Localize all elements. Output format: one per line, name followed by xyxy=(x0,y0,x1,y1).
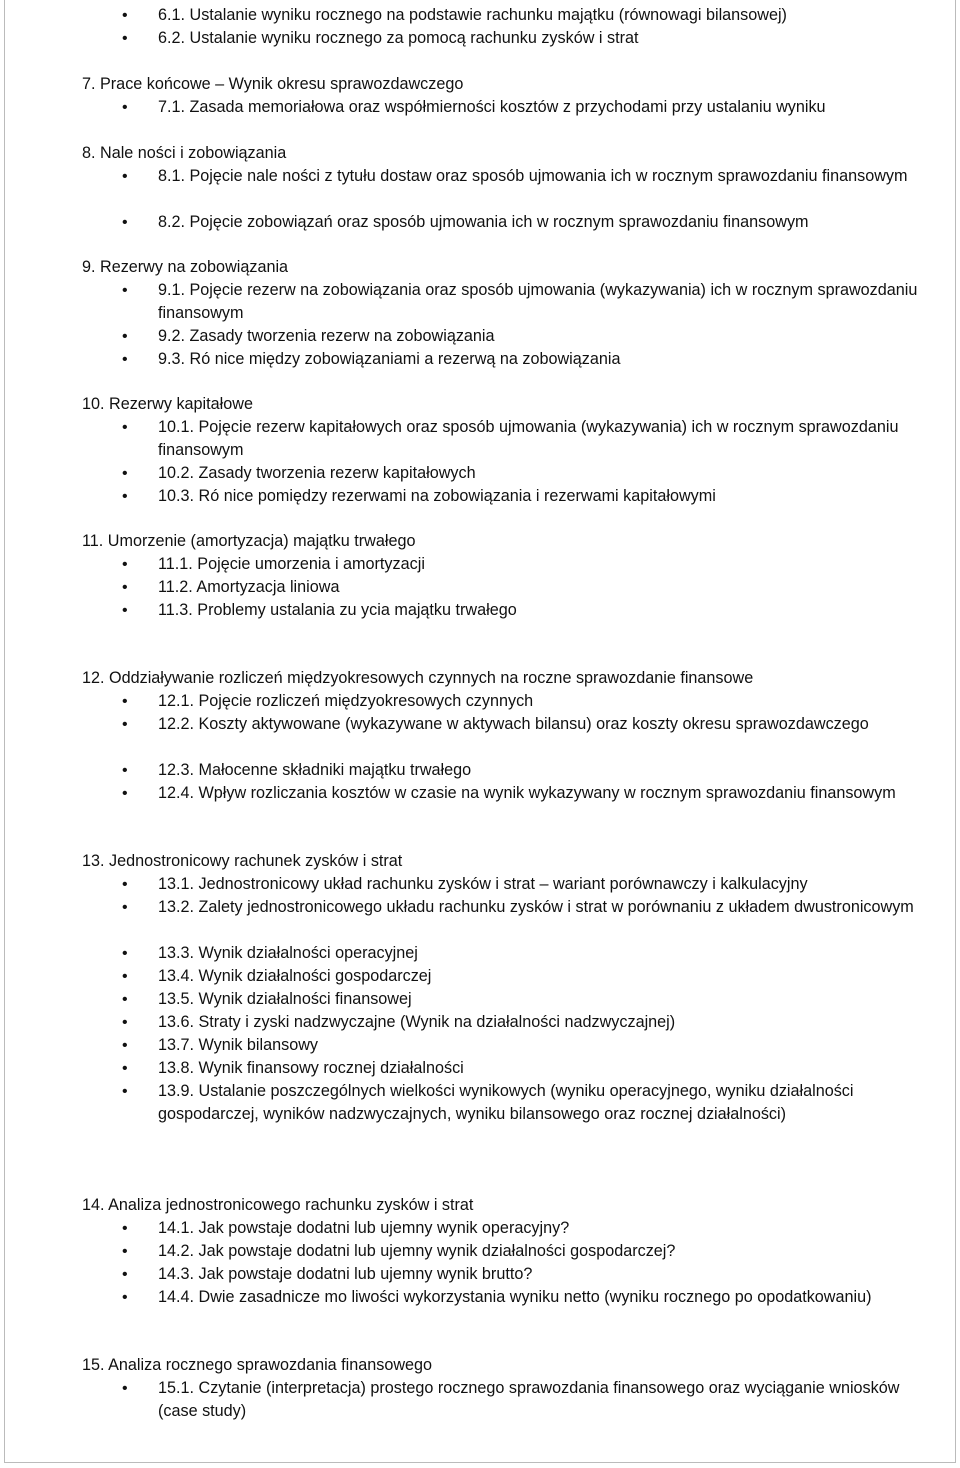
list-item-text: 12.4. Wpływ rozliczania kosztów w czasie na wynik wykazywany w rocznym sprawozdaniu finansowym xyxy=(158,784,896,802)
list-item xyxy=(122,348,928,371)
bullet-icon: • xyxy=(122,1266,128,1283)
list-item xyxy=(122,896,928,919)
bullet-icon: • xyxy=(122,991,128,1008)
list-item xyxy=(122,759,928,782)
list-item xyxy=(122,873,928,896)
bullet-icon: • xyxy=(122,30,128,47)
list-item-text: 15.1. Czytanie (interpretacja) prostego rocznego sprawozdania finansowego oraz wyciąganie wniosków (case study) xyxy=(158,1379,900,1420)
bullet-icon: • xyxy=(122,602,128,619)
bullet-icon: • xyxy=(122,282,128,299)
bullet-icon: • xyxy=(122,1083,128,1100)
list-item xyxy=(122,1011,928,1034)
list-item xyxy=(122,576,928,599)
list-item-text: 9.1. Pojęcie rezerw na zobowiązania oraz sposób ujmowania (wykazywania) ich w rocznym sprawozdaniu finansowym xyxy=(158,281,918,322)
list-item xyxy=(122,965,928,988)
section-heading: 15. Analiza rocznego sprawozdania finansowego xyxy=(82,1356,433,1374)
section-heading: 12. Oddziaływanie rozliczeń międzyokresowych czynnych na roczne sprawozdanie finansowe xyxy=(82,669,754,687)
list-item xyxy=(122,1240,928,1263)
list-item xyxy=(122,1057,928,1080)
list-item-text: 12.1. Pojęcie rozliczeń międzyokresowych czynnych xyxy=(158,692,534,710)
list-item-text: 11.1. Pojęcie umorzenia i amortyzacji xyxy=(158,555,425,573)
list-item xyxy=(122,325,928,348)
list-item xyxy=(122,96,928,119)
list-item-text: 13.2. Zalety jednostronicowego układu rachunku zysków i strat w porównaniu z układem dwustronicowym xyxy=(158,898,914,916)
list-item xyxy=(122,713,928,736)
bullet-icon: • xyxy=(122,1289,128,1306)
list-item-text: 8.1. Pojęcie nale ności z tytułu dostaw oraz sposób ujmowania ich w rocznym sprawozdaniu finansowym xyxy=(158,167,908,185)
list-item-text: 13.5. Wynik działalności finansowej xyxy=(158,990,412,1008)
list-item-text: 13.3. Wynik działalności operacyjnej xyxy=(158,944,418,962)
list-item-text: 9.2. Zasady tworzenia rezerw na zobowiązania xyxy=(158,327,495,345)
list-item-text: 8.2. Pojęcie zobowiązań oraz sposób ujmowania ich w rocznym sprawozdaniu finansowym xyxy=(158,213,809,231)
bullet-icon: • xyxy=(122,968,128,985)
list-item xyxy=(122,485,928,508)
bullet-icon: • xyxy=(122,214,128,231)
bullet-icon: • xyxy=(122,556,128,573)
list-item-text: 13.1. Jednostronicowy układ rachunku zysków i strat – wariant porównawczy i kalkulacyjny xyxy=(158,875,808,893)
bullet-icon: • xyxy=(122,945,128,962)
list-item xyxy=(122,27,928,50)
list-item-text: 11.2. Amortyzacja liniowa xyxy=(158,578,340,596)
list-item xyxy=(122,599,928,622)
section-heading: 14. Analiza jednostronicowego rachunku zysków i strat xyxy=(82,1196,474,1214)
bullet-icon: • xyxy=(122,328,128,345)
bullet-icon: • xyxy=(122,1037,128,1054)
list-item-text: 10.1. Pojęcie rezerw kapitałowych oraz sposób ujmowania (wykazywania) ich w rocznym sprawozdaniu finansowym xyxy=(158,418,899,459)
list-item-text: 14.2. Jak powstaje dodatni lub ujemny wynik działalności gospodarczej? xyxy=(158,1242,676,1260)
list-item xyxy=(122,279,928,325)
bullet-icon: • xyxy=(122,1060,128,1077)
list-item-text: 6.1. Ustalanie wyniku rocznego na podstawie rachunku majątku (równowagi bilansowej) xyxy=(158,6,787,24)
bullet-icon: • xyxy=(122,99,128,116)
list-item-text: 12.3. Małocenne składniki majątku trwałego xyxy=(158,761,472,779)
list-item-text: 13.8. Wynik finansowy rocznej działalności xyxy=(158,1059,464,1077)
list-item-text: 11.3. Problemy ustalania zu ycia majątku trwałego xyxy=(158,601,517,619)
section-heading: 10. Rezerwy kapitałowe xyxy=(82,395,253,413)
bullet-icon: • xyxy=(122,1220,128,1237)
list-item-text: 13.4. Wynik działalności gospodarczej xyxy=(158,967,432,985)
list-item xyxy=(122,165,928,188)
bullet-icon: • xyxy=(122,716,128,733)
section-heading: 9. Rezerwy na zobowiązania xyxy=(82,258,289,276)
list-item-text: 6.2. Ustalanie wyniku rocznego za pomocą rachunku zysków i strat xyxy=(158,29,639,47)
list-item-text: 14.3. Jak powstaje dodatni lub ujemny wynik brutto? xyxy=(158,1265,533,1283)
bullet-icon: • xyxy=(122,488,128,505)
bullet-icon: • xyxy=(122,168,128,185)
list-item-text: 12.2. Koszty aktywowane (wykazywane w aktywach bilansu) oraz koszty okresu sprawozdawczego xyxy=(158,715,869,733)
list-item xyxy=(122,1080,928,1126)
bullet-icon: • xyxy=(122,465,128,482)
bullet-icon: • xyxy=(122,351,128,368)
list-item-text: 10.3. Ró nice pomiędzy rezerwami na zobowiązania i rezerwami kapitałowymi xyxy=(158,487,716,505)
list-item xyxy=(122,988,928,1011)
list-item xyxy=(122,942,928,965)
list-item xyxy=(122,1217,928,1240)
list-item xyxy=(122,211,928,234)
section-heading: 7. Prace końcowe – Wynik okresu sprawozdawczego xyxy=(82,75,464,93)
bullet-icon: • xyxy=(122,1380,128,1397)
list-item-text: 13.9. Ustalanie poszczególnych wielkości wynikowych (wyniku operacyjnego, wyniku działalności gospodarczej, wyników nadzwyczajnych, wyniku bilansowego oraz rocznej działalności) xyxy=(158,1082,854,1123)
list-item xyxy=(122,4,928,27)
section-heading: 11. Umorzenie (amortyzacja) majątku trwałego xyxy=(82,532,416,550)
bullet-icon: • xyxy=(122,7,128,24)
bullet-icon: • xyxy=(122,579,128,596)
list-item xyxy=(122,1377,928,1423)
bullet-icon: • xyxy=(122,693,128,710)
list-item-text: 14.1. Jak powstaje dodatni lub ujemny wynik operacyjny? xyxy=(158,1219,570,1237)
bullet-icon: • xyxy=(122,1243,128,1260)
bullet-icon: • xyxy=(122,762,128,779)
bullet-icon: • xyxy=(122,899,128,916)
section-heading: 8. Nale ności i zobowiązania xyxy=(82,144,287,162)
bullet-icon: • xyxy=(122,1014,128,1031)
list-item xyxy=(122,1034,928,1057)
list-item-text: 13.7. Wynik bilansowy xyxy=(158,1036,319,1054)
list-item-text: 9.3. Ró nice między zobowiązaniami a rezerwą na zobowiązania xyxy=(158,350,621,368)
list-item xyxy=(122,1286,928,1309)
bullet-icon: • xyxy=(122,419,128,436)
list-item xyxy=(122,1263,928,1286)
list-item xyxy=(122,462,928,485)
bullet-icon: • xyxy=(122,785,128,802)
bullet-icon: • xyxy=(122,876,128,893)
section-heading: 13. Jednostronicowy rachunek zysków i strat xyxy=(82,852,403,870)
list-item-text: 14.4. Dwie zasadnicze mo liwości wykorzystania wyniku netto (wyniku rocznego po opodatkowaniu) xyxy=(158,1288,872,1306)
list-item xyxy=(122,690,928,713)
list-item xyxy=(122,416,928,462)
list-item xyxy=(122,782,928,805)
list-item-text: 10.2. Zasady tworzenia rezerw kapitałowych xyxy=(158,464,476,482)
list-item xyxy=(122,553,928,576)
list-item-text: 13.6. Straty i zyski nadzwyczajne (Wynik na działalności nadzwyczajnej) xyxy=(158,1013,676,1031)
list-item-text: 7.1. Zasada memoriałowa oraz współmierności kosztów z przychodami przy ustalaniu wyniku xyxy=(158,98,826,116)
